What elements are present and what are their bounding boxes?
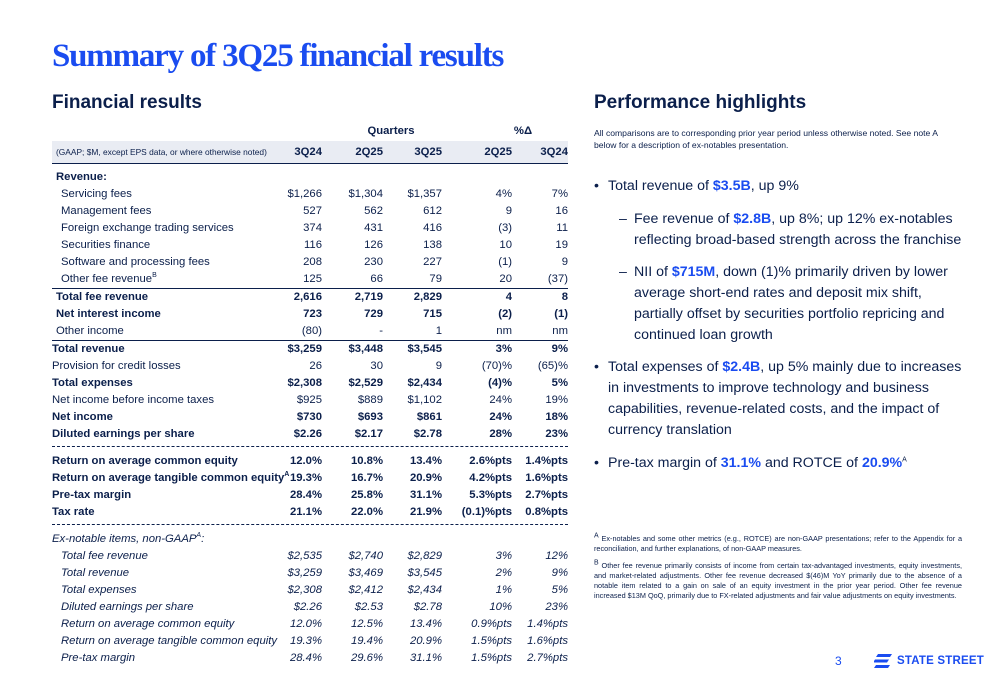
en-dash: – [619, 211, 627, 227]
table-row [52, 375, 568, 392]
cell: 13.4% [409, 455, 442, 467]
ratio-rows [52, 453, 568, 521]
row-label: Diluted earnings per share [61, 601, 194, 613]
cell: $925 [296, 394, 322, 406]
quarters-group-label: Quarters [367, 125, 415, 137]
revenue-section-label-row [52, 169, 568, 186]
row-label: Total fee revenue [56, 291, 149, 303]
cell: 1.6%pts [525, 472, 568, 484]
cell: $2.53 [354, 601, 383, 613]
cell: 18% [545, 411, 568, 423]
cell: 29.6% [350, 652, 383, 664]
cell: $1,357 [407, 188, 442, 200]
table-row [52, 487, 568, 504]
cell: 19.3% [289, 635, 322, 647]
cell: 23% [545, 428, 568, 440]
cell: 10 [499, 239, 512, 251]
cell: 138 [423, 239, 442, 251]
row-label: Total fee revenue [61, 550, 148, 562]
footnote-b: $^B$ Other fee revenue primarily consists of income from certain tax-advantaged investments, equity investments, and market-related adjustments. Other fee revenue decreased $(46)M YoY primarily due to the absence of a notable item related to a gain on sale of an equity investment in the prior year period. Other fee revenue increased $13M QoQ, primarily due to FX-related adjustments and fair value adjustments on equity investments. [594, 559, 962, 601]
dashed-divider [52, 524, 568, 531]
row-label: Total expenses [61, 584, 137, 596]
table-row [52, 392, 568, 409]
cell: 8 [561, 291, 568, 303]
pct-change-group-label: %Δ [513, 125, 533, 137]
cell: $1,304 [348, 188, 383, 200]
cell: 19.4% [350, 635, 383, 647]
cell: 12.0% [289, 618, 322, 630]
cell: 5% [551, 377, 568, 389]
table-row [52, 358, 568, 375]
row-label: Software and processing fees [61, 256, 210, 268]
group-header-row [52, 121, 568, 141]
cell: $2.17 [354, 428, 383, 440]
cell: (0.1)%pts [461, 506, 512, 518]
highlight-total-expenses: • Total expenses of $2.4B, up 5% mainly due to increases in investments to improve technology and business capabilities, revenue-related costs, and the impact of currency translation [594, 359, 962, 438]
table-row [52, 186, 568, 203]
cell: 30 [370, 360, 383, 372]
cell: 22.0% [350, 506, 383, 518]
cell: $3,545 [407, 343, 442, 355]
cell: 9 [561, 256, 568, 268]
cell: 0.9%pts [471, 618, 512, 630]
table-row [52, 426, 568, 443]
table-row [52, 453, 568, 470]
cell: $3,469 [348, 567, 383, 579]
table-row [52, 504, 568, 521]
highlights-list [594, 176, 964, 486]
cell: $2.78 [413, 428, 442, 440]
table-row [52, 341, 568, 358]
cell: $3,448 [348, 343, 383, 355]
table-row [52, 203, 568, 220]
cell: 3% [495, 550, 512, 562]
cell: 19% [545, 394, 568, 406]
table-row [52, 220, 568, 237]
col-header: 2Q25 [484, 146, 512, 158]
row-label: Return on average common equity [52, 455, 238, 467]
table-row [52, 409, 568, 426]
row-label: Return on average common equity [61, 618, 235, 630]
cell: 4.2%pts [469, 472, 512, 484]
cell: 416 [423, 222, 442, 234]
row-label: Return on average tangible common equity$^A$ [52, 471, 290, 484]
cell: 2,829 [413, 291, 442, 303]
highlight-total-revenue: • Total revenue of $3.5B, up 9% [594, 176, 964, 197]
bullet-dot: • [594, 359, 599, 375]
cell: 2,616 [293, 291, 322, 303]
cell: nm [496, 325, 512, 337]
col-header: 2Q25 [355, 146, 383, 158]
cell: (80) [301, 325, 322, 337]
cell: 3% [495, 343, 512, 355]
row-label: Servicing fees [61, 188, 132, 200]
table-row [52, 650, 568, 667]
cell: $2.78 [413, 601, 442, 613]
cell: 1.6%pts [527, 635, 568, 647]
cell: 9% [551, 567, 568, 579]
income-summary-rows [52, 340, 568, 443]
cell: 10% [489, 601, 512, 613]
row-label: Securities finance [61, 239, 151, 251]
cell: nm [552, 325, 568, 337]
cell: 28.4% [289, 489, 322, 501]
financial-results-heading: Financial results [52, 92, 202, 113]
cell: 31.1% [409, 489, 442, 501]
cell: 1.5%pts [471, 652, 512, 664]
comparison-note: All comparisons are to corresponding prior year period unless otherwise noted. See note A below for a description of ex-notables presentation. [594, 128, 938, 150]
highlight-fee-revenue: – Fee revenue of $2.8B, up 8%; up 12% ex-notables reflecting broad-based strength across the franchise [619, 211, 962, 248]
table-row [52, 254, 568, 271]
cell: 527 [303, 205, 322, 217]
dashed-divider [52, 446, 568, 453]
bullet-dot: • [594, 178, 599, 194]
highlight-pretax-margin: • Pre-tax margin of 31.1% and ROTCE of 20.9%$^A$ [594, 453, 964, 474]
row-label: Foreign exchange trading services [61, 222, 234, 234]
row-label: Total expenses [52, 377, 133, 389]
cell: $2,434 [407, 584, 442, 596]
row-label: Net income [52, 411, 113, 423]
cell: 230 [364, 256, 383, 268]
cell: 12.0% [289, 455, 322, 467]
cell: (1) [498, 256, 512, 268]
col-header: 3Q25 [414, 146, 442, 158]
cell: 1.4%pts [525, 455, 568, 467]
table-row [52, 306, 568, 323]
en-dash: – [619, 264, 627, 280]
table-row [52, 470, 568, 487]
cell: 26 [309, 360, 322, 372]
cell: 208 [303, 256, 322, 268]
cell: $2,308 [287, 377, 322, 389]
cell: (65)% [537, 360, 568, 372]
cell: 7% [551, 188, 568, 200]
cell: 9% [551, 343, 568, 355]
cell: 12% [545, 550, 568, 562]
cell: $2.26 [293, 428, 322, 440]
cell: 79 [429, 273, 442, 285]
cell: 28% [489, 428, 512, 440]
nongaap-section-label: Ex-notable items, non-$GAAP^A$: [52, 532, 205, 545]
cell: 10.8% [350, 455, 383, 467]
row-label: Management fees [61, 205, 152, 217]
cell: 24% [489, 394, 512, 406]
page-title: Summary of 3Q25 financial results [52, 38, 504, 74]
cell: 12.5% [350, 618, 383, 630]
cell: 2.6%pts [469, 455, 512, 467]
cell: 715 [423, 308, 442, 320]
cell: $2.26 [293, 601, 322, 613]
cell: 4 [505, 291, 512, 303]
cell: 24% [489, 411, 512, 423]
cell: $889 [357, 394, 383, 406]
basis-note: (GAAP; $M, except EPS data, or where otherwise noted) [56, 147, 267, 157]
cell: $1,266 [287, 188, 322, 200]
table-row [52, 633, 568, 650]
cell: $2,740 [348, 550, 383, 562]
row-label: Tax rate [52, 506, 95, 518]
cell: $2,434 [407, 377, 442, 389]
row-label: Diluted earnings per share [52, 428, 195, 440]
cell: 1.4%pts [527, 618, 568, 630]
cell: 20.9% [409, 635, 442, 647]
cell: 9 [435, 360, 442, 372]
cell: $1,102 [407, 394, 442, 406]
cell: 431 [364, 222, 383, 234]
cell: 66 [370, 273, 383, 285]
cell: 25.8% [350, 489, 383, 501]
bullet-dot: • [594, 455, 599, 471]
cell: 19.3% [289, 472, 322, 484]
cell: (4)% [488, 377, 512, 389]
cell: 723 [303, 308, 322, 320]
revenue-subtotal-rows [52, 288, 568, 340]
table-row [52, 599, 568, 616]
cell: 562 [364, 205, 383, 217]
footnote-a: $^A$ Ex-notables and some other metrics (e.g., ROTCE) are non-GAAP presentations; refer to the Appendix for a reconciliation, and further explanations, of non-GAAP measures. [594, 532, 963, 554]
table-row [52, 565, 568, 582]
revenue-section-label: Revenue: [56, 171, 107, 183]
cell: $3,545 [407, 567, 442, 579]
revenue-detail-rows [52, 186, 568, 288]
state-street-logo-icon [874, 654, 892, 668]
cell: $861 [416, 411, 442, 423]
cell: (37) [547, 273, 568, 285]
footnotes [594, 534, 962, 608]
cell: (70)% [481, 360, 512, 372]
cell: 227 [423, 256, 442, 268]
cell: 4% [495, 188, 512, 200]
cell: 20 [499, 273, 512, 285]
cell: 1 [435, 325, 442, 337]
cell: 374 [303, 222, 322, 234]
cell: 126 [364, 239, 383, 251]
financial-results-table [52, 121, 568, 667]
cell: $2,412 [348, 584, 383, 596]
row-label: Provision for credit losses [52, 360, 181, 372]
table-row [52, 582, 568, 599]
brand-name: STATE STREET [897, 655, 984, 667]
column-header-row [52, 141, 568, 164]
cell: 13.4% [409, 618, 442, 630]
cell: (2) [498, 308, 512, 320]
cell: 9 [505, 205, 512, 217]
cell: - [379, 325, 383, 337]
cell: 23% [545, 601, 568, 613]
cell: 16.7% [350, 472, 383, 484]
cell: 11 [556, 222, 568, 234]
cell: $693 [357, 411, 383, 423]
table-row [52, 237, 568, 254]
cell: $2,308 [287, 584, 322, 596]
cell: $2,535 [287, 550, 322, 562]
row-label: Total revenue [61, 567, 130, 579]
cell: 0.8%pts [525, 506, 568, 518]
cell: 28.4% [289, 652, 322, 664]
row-label: Other income [56, 325, 124, 337]
table-row [52, 548, 568, 565]
cell: 19 [555, 239, 568, 251]
cell: 2.7%pts [525, 489, 568, 501]
cell: 21.9% [409, 506, 442, 518]
cell: 31.1% [409, 652, 442, 664]
cell: 20.9% [409, 472, 442, 484]
table-row [52, 271, 568, 288]
cell: 5.3%pts [469, 489, 512, 501]
row-label: Net interest income [56, 308, 161, 320]
row-label: Pre-tax margin [52, 489, 132, 501]
row-label: Pre-tax margin [61, 652, 136, 664]
col-header: 3Q24 [540, 146, 568, 158]
row-label: Net income before income taxes [52, 394, 215, 406]
cell: 16 [555, 205, 568, 217]
cell: (3) [498, 222, 512, 234]
cell: $3,259 [287, 567, 322, 579]
state-street-logo [874, 654, 984, 668]
cell: 116 [303, 239, 322, 251]
cell: 2% [495, 567, 512, 579]
table-row [52, 289, 568, 306]
col-header: 3Q24 [294, 146, 322, 158]
performance-highlights-heading: Performance highlights [594, 92, 807, 113]
table-row [52, 616, 568, 633]
row-label: Return on average tangible common equity [61, 635, 278, 647]
nongaap-rows [52, 548, 568, 667]
nongaap-section-label-row [52, 531, 568, 548]
cell: 612 [423, 205, 442, 217]
cell: 125 [303, 273, 322, 285]
highlight-nii: – NII of $715M, down (1)% primarily driven by lower average short-end rates and deposit mix shift, partially offset by securities portfolio repricing and continued loan growth [619, 264, 948, 343]
cell: 5% [551, 584, 568, 596]
cell: (1) [554, 308, 568, 320]
table-row [52, 323, 568, 340]
cell: $3,259 [287, 343, 322, 355]
cell: $730 [296, 411, 322, 423]
cell: 21.1% [289, 506, 322, 518]
cell: 729 [364, 308, 383, 320]
cell: 2.7%pts [527, 652, 568, 664]
cell: 1% [495, 584, 512, 596]
cell: $2,529 [348, 377, 383, 389]
cell: $2,829 [407, 550, 442, 562]
row-label: Other fee revenue$^B$ [61, 272, 157, 285]
cell: 2,719 [354, 291, 383, 303]
cell: 1.5%pts [471, 635, 512, 647]
row-label: Total revenue [52, 343, 125, 355]
page-number: 3 [835, 654, 842, 668]
